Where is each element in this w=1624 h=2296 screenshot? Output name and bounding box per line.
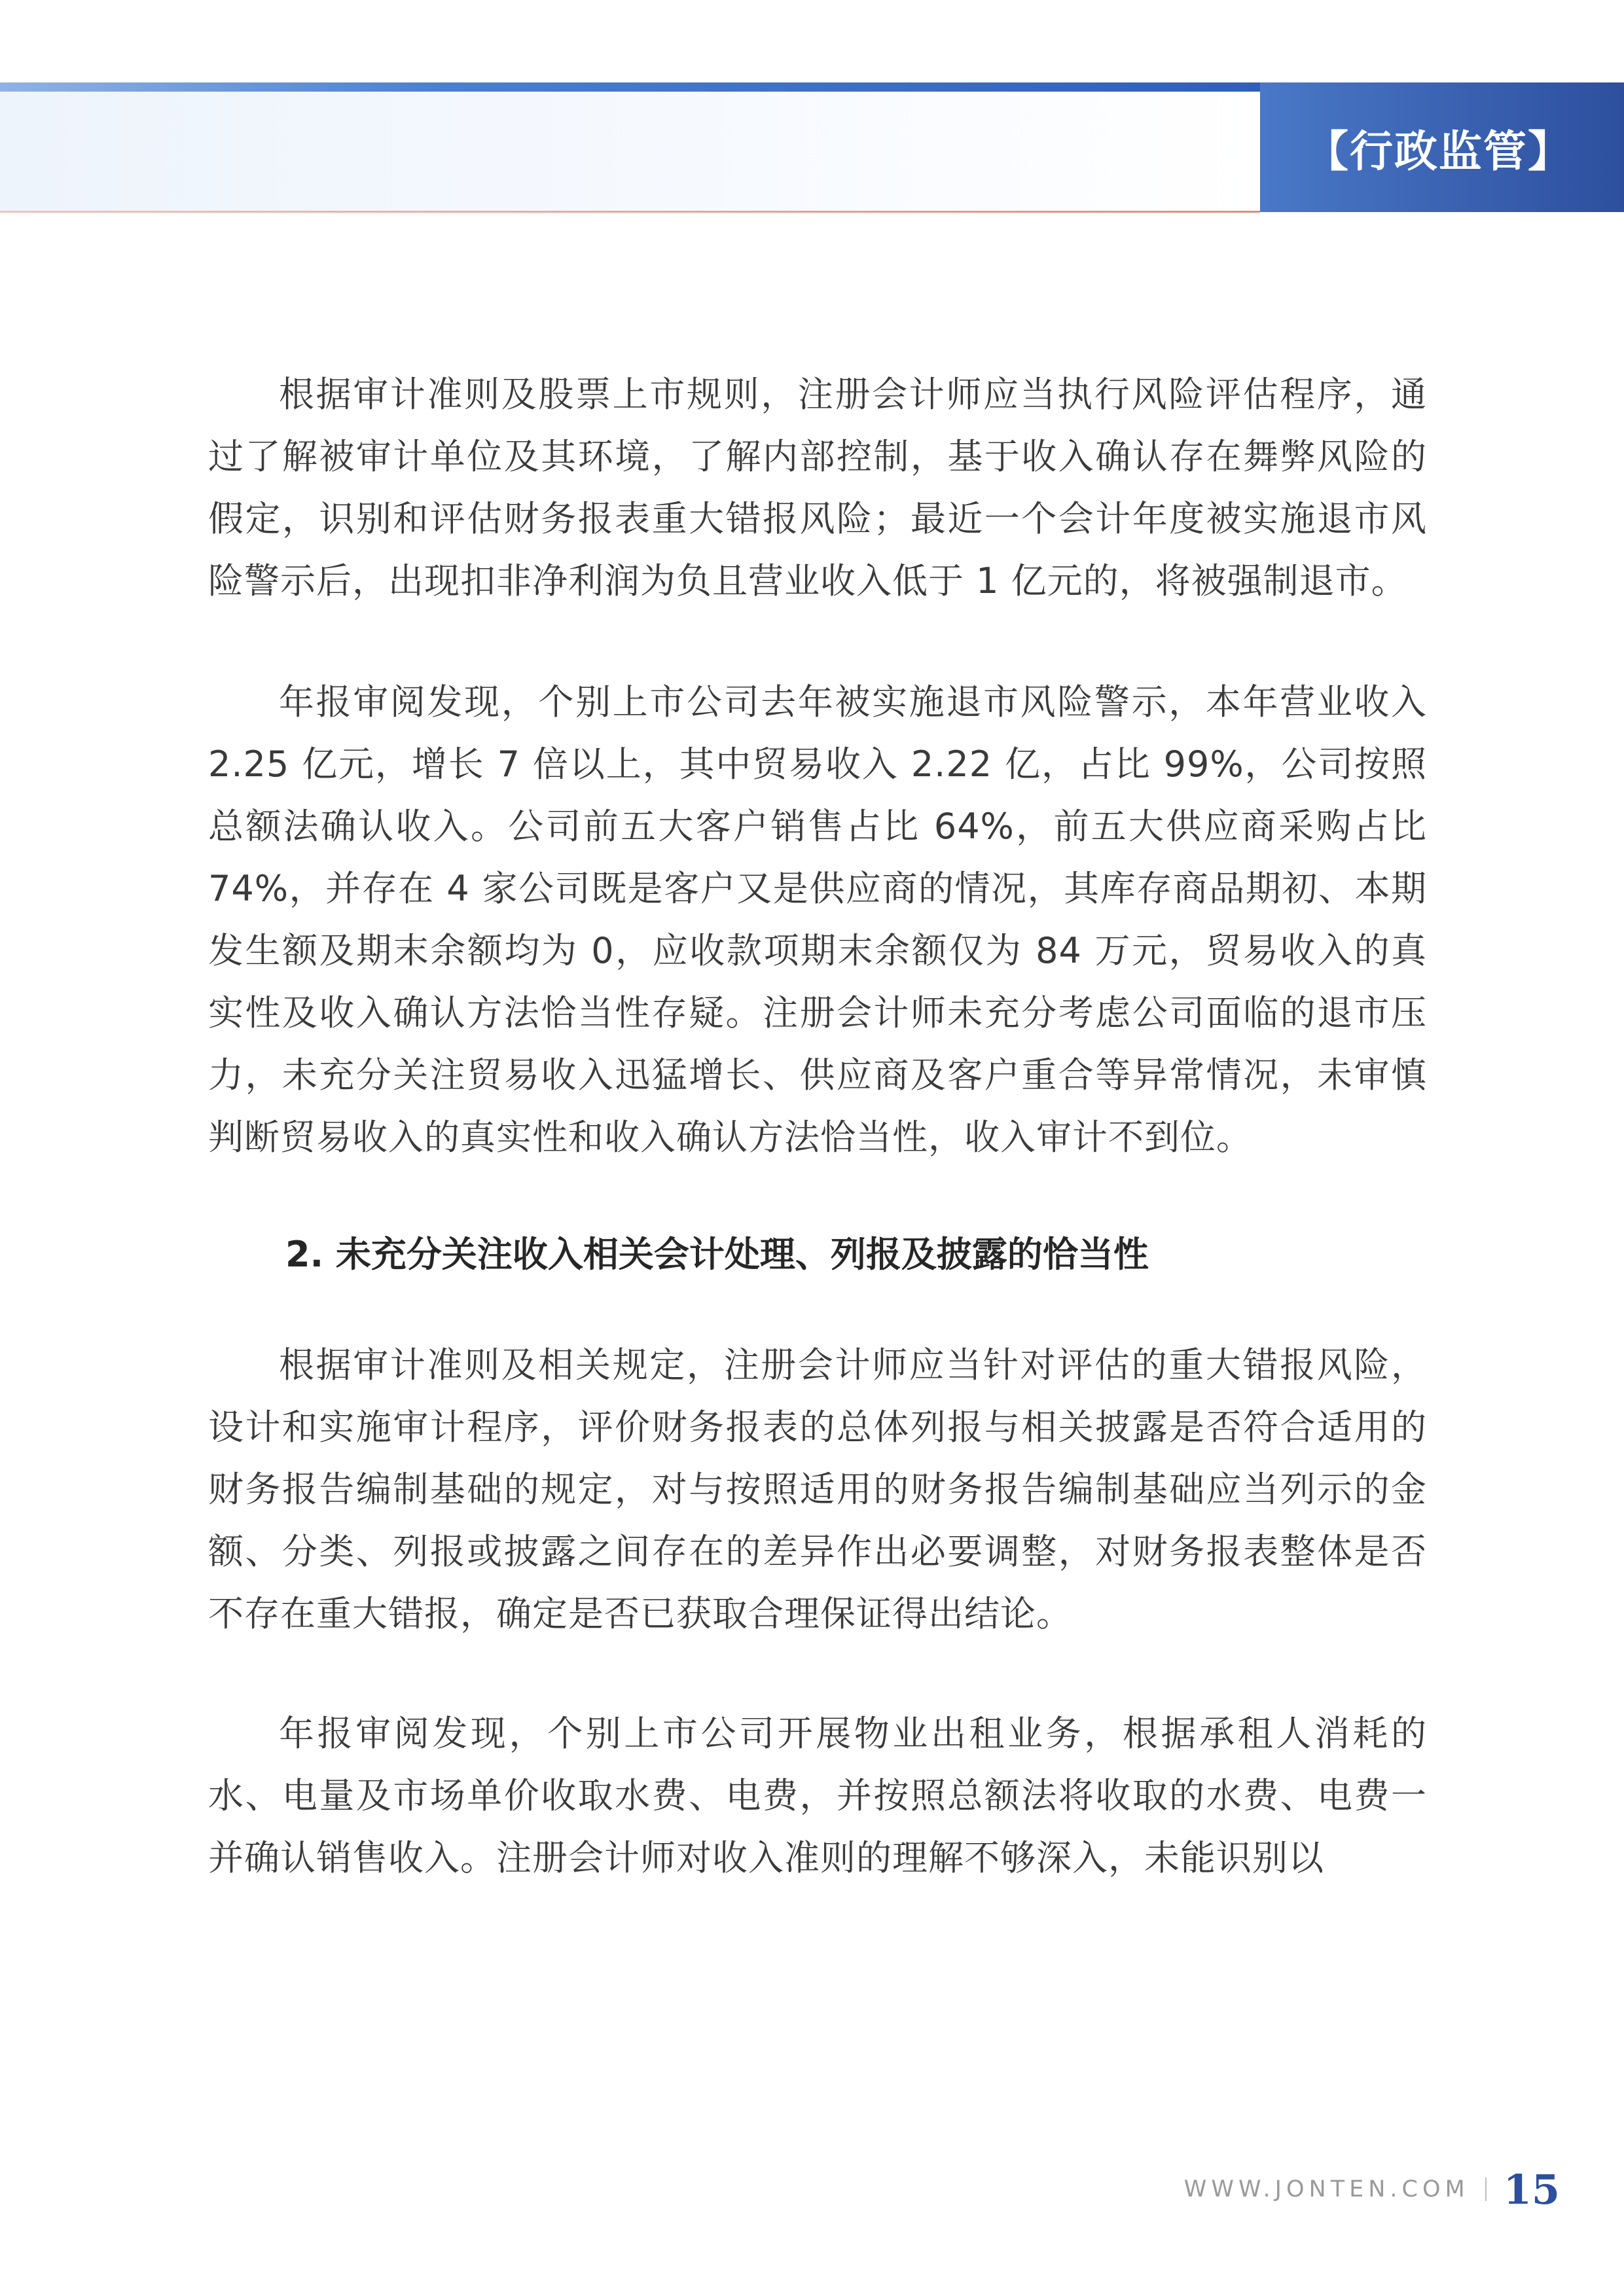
section-tag-box [1260, 82, 1624, 212]
header-top-line [0, 82, 1260, 92]
subheading: 2. 未充分关注收入相关会计处理、列报及披露的恰当性 [285, 1234, 1149, 1275]
paragraph-2: 年报审阅发现，个别上市公司去年被实施退市风险警示，本年营业收入 2.25 亿元，增长 7 倍以上，其中贸易收入 2.22 亿，占比 99%，公司按照总额法确认收入。公司前五大客户销售占比 64%，前五大供应商采购占比 74%，并存在 4 家公司既是客户又是供应商的情况，其库存商品期初、本期发生额及期末余额均为 0，应收款项期末余额仅为 84 万元，贸易收入的真实性及收入确认方法恰当性存疑。注册会计师未充分考虑公司面临的退市压力，未充分关注贸易收入迅猛增长、供应商及客户重合等异常情况，未审慎判断贸易收入的真实性和收入确认方法恰当性，收入审计不到位。 [208, 681, 1427, 1158]
footer-separator [1485, 2178, 1487, 2201]
header-band [0, 92, 1260, 212]
website-url: WWW.JONTEN.COM [1183, 2176, 1470, 2202]
paragraph-1: 根据审计准则及股票上市规则，注册会计师应当执行风险评估程序，通过了解被审计单位及其环境，了解内部控制，基于收入确认存在舞弊风险的假定，识别和评估财务报表重大错报风险；最近一个会计年度被实施退市风险警示后，出现扣非净利润为负且营业收入低于 1 亿元的，将被强制退市。 [208, 374, 1427, 601]
page-number: 15 [1503, 2165, 1560, 2214]
header-rule [0, 211, 1260, 213]
main-content [208, 363, 1427, 1889]
page-footer [1184, 2160, 1560, 2219]
section-tag: 【行政监管】 [1305, 126, 1572, 177]
paragraph-3: 根据审计准则及相关规定，注册会计师应当针对评估的重大错报风险，设计和实施审计程序，评价财务报表的总体列报与相关披露是否符合适用的财务报告编制基础的规定，对与按照适用的财务报告编制基础应当列示的金额、分类、列报或披露之间存在的差异作出必要调整，对财务报表整体是否不存在重大错报，确定是否已获取合理保证得出结论。 [208, 1344, 1427, 1634]
paragraph-4: 年报审阅发现，个别上市公司开展物业出租业务，根据承租人消耗的水、电量及市场单价收取水费、电费，并按照总额法将收取的水费、电费一并确认销售收入。注册会计师对收入准则的理解不够深入，未能识别以 [208, 1713, 1427, 1878]
